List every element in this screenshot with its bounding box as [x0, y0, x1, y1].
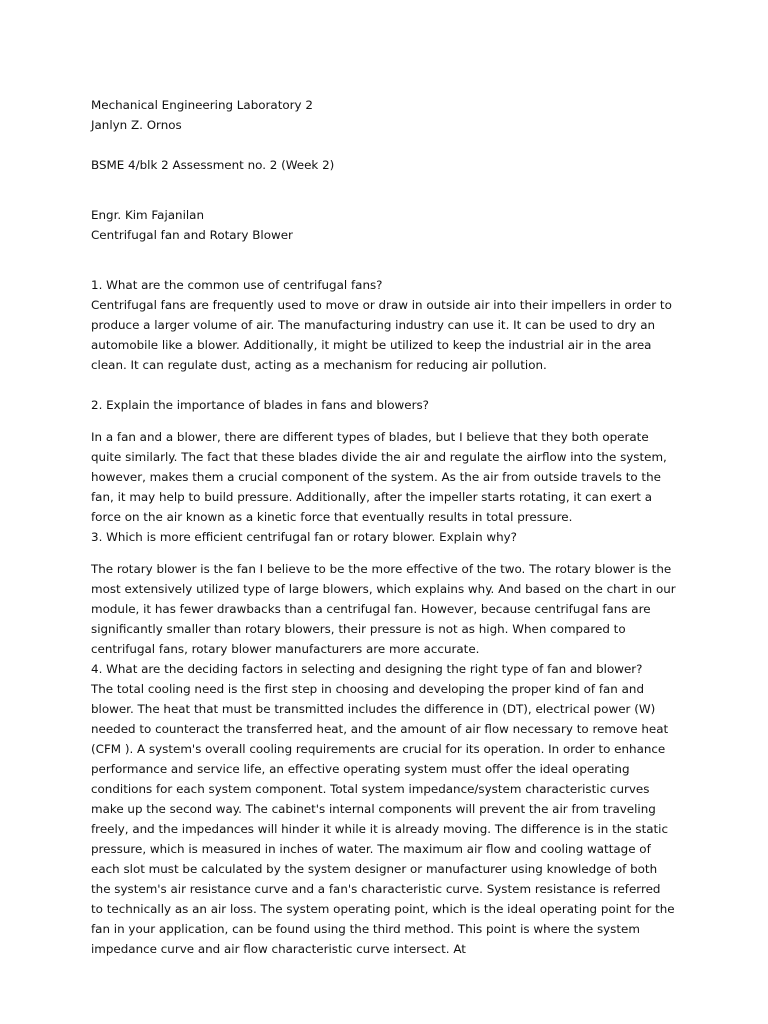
section-line: BSME 4/blk 2 Assessment no. 2 (Week 2)	[91, 158, 335, 172]
answer-2: In a fan and a blower, there are different types of blades, but I believe that they both operate quite similarly. The fact that these blades divide the air and regulate the airflow into the system, however, makes them a crucial component of the system. As the air from outside travels to the fan, it may help to build pressure. Additionally, after the impeller starts rotating, it can exert a force on the air known as a kinetic force that eventually results in total pressure.	[91, 430, 667, 524]
question-3: 3. Which is more efficient centrifugal fan or rotary blower. Explain why?	[91, 530, 517, 544]
course-title: Mechanical Engineering Laboratory 2	[91, 98, 313, 112]
question-4: 4. What are the deciding factors in selecting and designing the right type of fan and blower?	[91, 662, 643, 676]
answer-4: The total cooling need is the first step in choosing and developing the proper kind of fan and blower. The heat that must be transmitted includes the difference in (DT), electrical power (W) needed to counteract the transferred heat, and the amount of air flow necessary to remove heat (CFM ). A system's overall cooling requirements are crucial for its operation. In order to enhance performance and service life, an effective operating system must offer the ideal operating conditions for each system component. Total system impedance/system characteristic curves make up the second way. The cabinet's internal components will prevent the air from traveling freely, and the impedances will hinder it while it is already moving. The difference is in the static pressure, which is measured in inches of water. The maximum air flow and cooling wattage of each slot must be calculated by the system designer or manufacturer using knowledge of both the system's air resistance curve and a fan's characteristic curve. System resistance is referred to technically as an air loss. The system operating point, which is the ideal operating point for the fan in your application, can be found using the third method. This point is where the system impedance curve and air flow characteristic curve intersect. At	[91, 682, 675, 956]
student-name: Janlyn Z. Ornos	[91, 118, 182, 132]
document-body	[91, 95, 676, 959]
answer-3: The rotary blower is the fan I believe to be the more effective of the two. The rotary blower is the most extensively utilized type of large blowers, which explains why. And based on the chart in our module, it has fewer drawbacks than a centrifugal fan. However, because centrifugal fans are significantly smaller than rotary blowers, their pressure is not as high. When compared to centrifugal fans, rotary blower manufacturers are more accurate.	[91, 562, 676, 656]
question-1: 1. What are the common use of centrifugal fans?	[91, 278, 383, 292]
question-2: 2. Explain the importance of blades in fans and blowers?	[91, 398, 429, 412]
instructor-name: Engr. Kim Fajanilan	[91, 208, 205, 222]
topic-title: Centrifugal fan and Rotary Blower	[91, 228, 293, 242]
answer-1: Centrifugal fans are frequently used to move or draw in outside air into their impellers in order to produce a larger volume of air. The manufacturing industry can use it. It can be used to dry an automobile like a blower. Additionally, it might be utilized to keep the industrial air in the area clean. It can regulate dust, acting as a mechanism for reducing air pollution.	[91, 298, 672, 372]
